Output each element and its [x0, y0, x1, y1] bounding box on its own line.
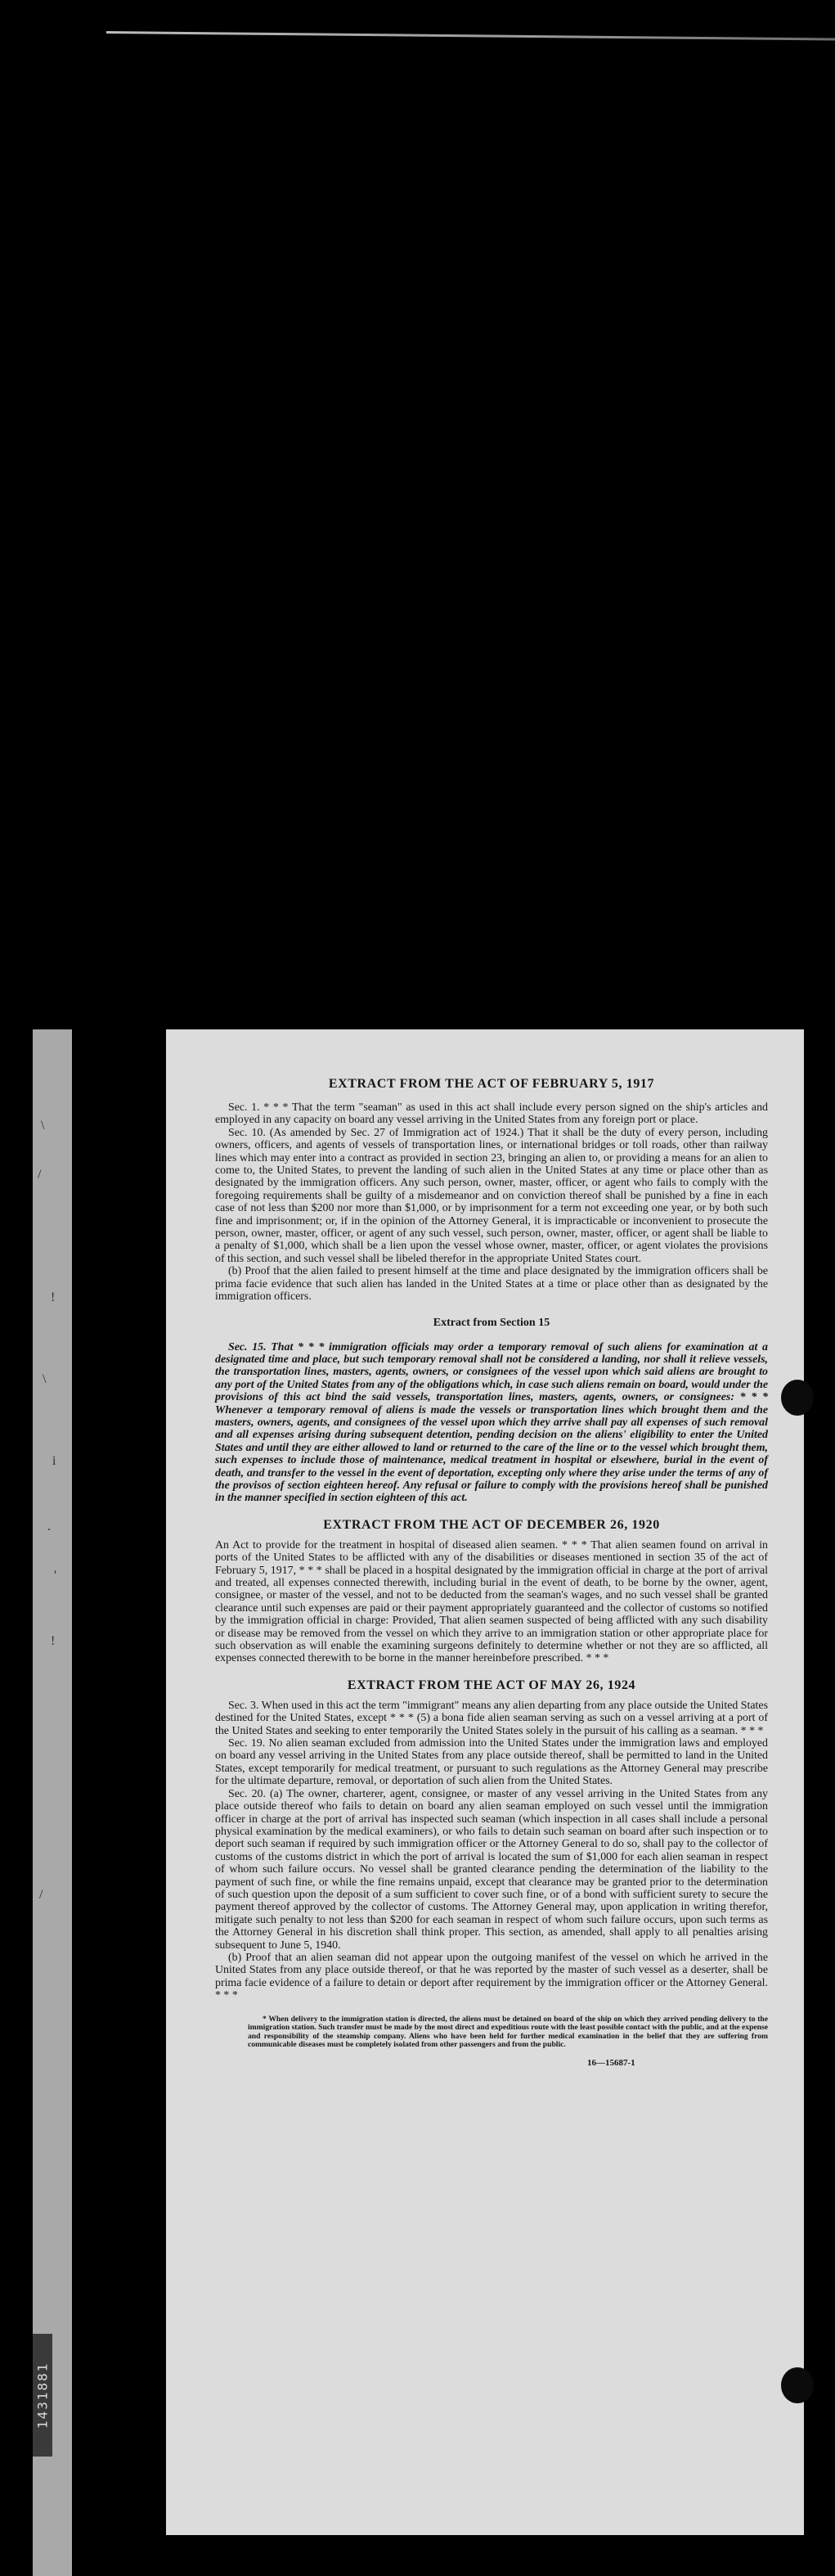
scan-edge-line: [106, 31, 835, 41]
margin-mark: \: [41, 1119, 45, 1133]
paragraph-sec-19: Sec. 19. No alien seaman excluded from admission into the United States under the immigration laws and employed on board any vessel arriving in the United States from any place outside thereof, shall be permitted to land in the United States, except temporarily for medical treatment, or pursuant to such regulations as the Attorney General may prescribe for the ultimate departure, removal, or deportation of such alien from the United States.: [215, 1737, 768, 1788]
paragraph-sec-15: Sec. 15. That * * * immigration officials may order a temporary removal of such aliens for examination at a designated time and place, but such temporary removal shall not be considered a landing, nor shall it relieve vessels, the transportation lines, masters, agents, owners, or consignees of the vessel upon which said aliens are brought to any port of the United States from any of the obligations which, in case such aliens remain on board, would under the provisions of this act bind the said vessels, transportation lines, masters, agents, owners, or consignees: * * * Whenever a temporary removal of aliens is made the vessels or transportation lines which brought them and the masters, owners, agents, and consignees of the vessel upon which they arrive shall pay all expenses of such removal and all expenses arising during subsequent detention, pending decision on the aliens' eligibility to enter the United States and until they are either allowed to land or returned to the care of the line or to the vessel which brought them, such expenses to include those of maintenance, medical treatment in hospital or elsewhere, burial in the event of death, and transfer to the vessel in the event of deportation, excepting only where they arise under the terms of any of the provisos of section eighteen hereof. Any refusal or failure to comply with the provisions hereof shall be punished in the manner specified in section eighteen of this act.: [215, 1340, 768, 1505]
margin-mark: /: [39, 1888, 43, 1902]
margin-mark: !: [51, 1290, 56, 1304]
paragraph-sec-20: Sec. 20. (a) The owner, charterer, agent, consignee, or master of any vessel arriving in the United States from any place outside thereof who fails to detain on board any alien seaman employed on such vessel until the immigration officer in charge at the port of arrival has inspected such seaman (which inspection in all cases shall include a personal physical examination by the medical examiners), or who fails to detain such seaman on board after such inspection or to deport such seaman if required by such immigration officer or the Attorney General to do so, shall pay to the collector of customs of the customs district in which the port of arrival is located the sum of $1,000 for each alien seaman in respect of whom such failure occurs. No vessel shall be granted clearance pending the determination of the liability to the payment of such fine, or while the fine remains unpaid, except that clearance may be granted prior to the determination of such question upon the deposit of a sum sufficient to cover such fine, or of a bond with sufficient surety to secure the payment thereof approved by the collector of customs. The Attorney General may, upon application in writing therefor, mitigate such penalty to not less than $200 for each seaman in respect of whom such failure occurs, upon such terms as the Attorney General in his discretion shall think proper. This section, as amended, shall apply to all penalties arising subsequent to June 5, 1940.: [215, 1787, 768, 1952]
margin-mark: \: [43, 1372, 47, 1386]
margin-mark: .: [47, 1520, 51, 1533]
punch-hole: [781, 1380, 814, 1416]
paragraph-sec-20-b: (b) Proof that an alien seaman did not appear upon the outgoing manifest of the vessel on which he arrived in the United States from any place outside thereof, or that he was reported by the master of such vessel as a deserter, shall be prima facie evidence of a failure to detain or deport after requirement by the immigration officer or the Attorney General. * * *: [215, 1951, 768, 2002]
document-page: [166, 1029, 804, 2535]
heading-act-1920: EXTRACT FROM THE ACT OF DECEMBER 26, 1920: [323, 1517, 660, 1532]
heading-act-1917: EXTRACT FROM THE ACT OF FEBRUARY 5, 1917: [328, 1077, 655, 1091]
paragraph-sec-10: Sec. 10. (As amended by Sec. 27 of Immigration act of 1924.) That it shall be the duty of every person, including owners, officers, and agents of vessels of transportation lines, or international bridges or toll roads, other than railway lines which may enter into a contract as provided in section 23, bringing an alien to, or providing a means for an alien to come to, the United States, to prevent the landing of such alien in the United States at any time or place other than as designated by the immigration officers. Any such person, owner, master, officer, or agent who fails to comply with the foregoing requirements shall be guilty of a misdemeanor and on conviction thereof shall be punished by a fine in each case of not less than $200 nor more than $1,000, or by imprisonment for a term not exceeding one year, or by both such fine and imprisonment; or, if in the opinion of the Attorney General, it is impracticable or inconvenient to prosecute the person, owner, master, officer, or agent of any such vessel, such person, owner, master, officer, or agent shall be liable to a penalty of $1,000, which shall be a lien upon the vessel whose owner, master, officer, or agent violates the provisions of this section, and such vessel shall be libeled therefor in the appropriate United States court.: [215, 1126, 768, 1265]
margin-mark: i: [52, 1454, 56, 1468]
margin-mark: /: [38, 1168, 42, 1182]
heading-section-15: Extract from Section 15: [433, 1316, 550, 1329]
paragraph-act-1920: An Act to provide for the treatment in hospital of diseased alien seamen. * * * That alien seamen found on arrival in ports of the United States to be afflicted with any of the disabilities or diseases mentioned in section 35 of the act of February 5, 1917, * * * shall be placed in a hospital designated by the immigration official in charge at the port of arrival and treated, all expenses connected therewith, including burial in the event of death, to be borne by the owner, agent, consignee, or master of the vessel, and not to be deducted from the seaman's wages, and no such vessel shall be granted clearance until such expenses are paid or their payment appropriately guaranteed and the collector of customs so notified by the immigration official in charge: Provided, That alien seamen suspected of being afflicted with any such disability or disease may be removed from the vessel on which they arrive to an immigration station or other appropriate place for such observation as will enable the examining surgeons definitely to determine whether or not they are so afflicted, all expenses connected therewith to be borne in the manner hereinbefore prescribed. * * *: [215, 1538, 768, 1665]
punch-hole: [781, 2367, 814, 2403]
margin-mark: !: [51, 1634, 56, 1648]
footnote-block: [215, 2015, 768, 2050]
footnote: * When delivery to the immigration station is directed, the aliens must be detained on board of the ship on which they arrived pending delivery to the immigration station. Such transfer must be made by the most direct and expeditious route with the least possible contact with the public, and at the expense and responsibility of the steamship company. Aliens who have been held for further medical examination in the belief that they are suffering from communicable diseases must be completely isolated from other passengers and from the public.: [248, 2014, 768, 2050]
paragraph-sec-3: Sec. 3. When used in this act the term "immigrant" means any alien departing from any place outside the United States destined for the United States, except * * * (5) a bona fide alien seaman serving as such on a vessel arriving at a port of the United States and seeking to enter temporarily the United States solely in the pursuit of his calling as a seaman. * * *: [215, 1699, 768, 1737]
paragraph-sec-10-b: (b) Proof that the alien failed to present himself at the time and place designated by the immigration officers shall be prima facie evidence that such alien has landed in the United States at a time or place other than as designated by the immigration officers.: [215, 1265, 768, 1304]
archive-stamp: 1431881: [33, 2334, 52, 2457]
margin-mark: ': [54, 1569, 56, 1583]
paragraph-sec-1: Sec. 1. * * * That the term "seaman" as used in this act shall include every person signed on the ship's articles and employed in any capacity on board any vessel arriving in the United States from any foreign port or place.: [215, 1101, 768, 1127]
form-number: 16—15687-1: [587, 2057, 635, 2068]
heading-act-1924: EXTRACT FROM THE ACT OF MAY 26, 1924: [347, 1678, 636, 1692]
